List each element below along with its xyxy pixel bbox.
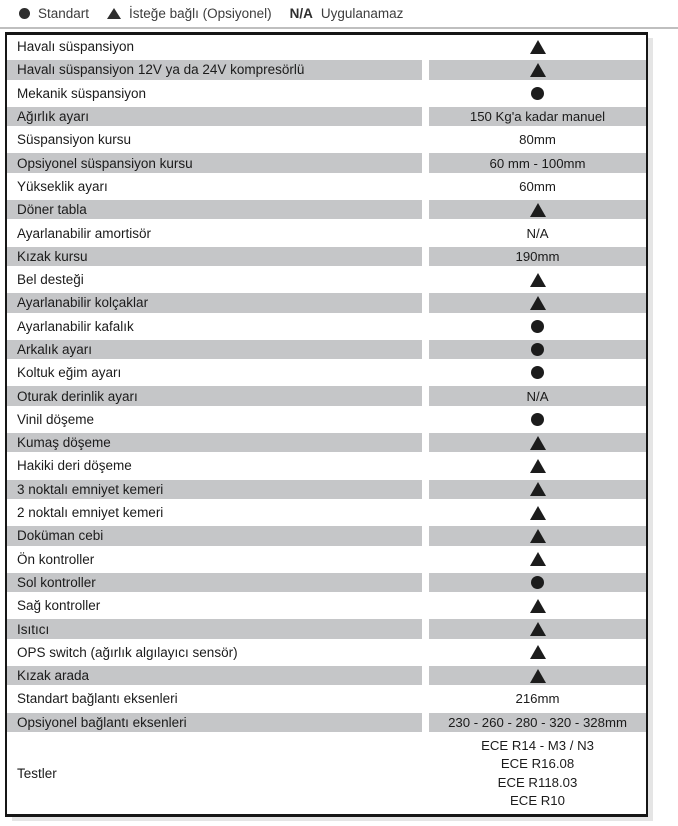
column-divider: [422, 548, 429, 571]
column-divider: [422, 198, 429, 221]
column-divider: [422, 105, 429, 128]
row-label: Sağ kontroller: [17, 598, 101, 614]
column-divider: [422, 431, 429, 454]
row-value: [429, 268, 646, 291]
table-row: [7, 454, 646, 477]
table-row: [7, 524, 646, 547]
column-divider: [422, 711, 429, 734]
row-value: 150 Kg'a kadar manuel: [429, 105, 646, 128]
column-divider: [422, 245, 429, 268]
row-label: Havalı süspansiyon 12V ya da 24V kompresörlü: [7, 58, 422, 81]
row-value: [429, 35, 646, 58]
column-divider: [422, 151, 429, 174]
optional-triangle-icon: [530, 506, 546, 520]
column-divider: [422, 221, 429, 244]
table-row: [7, 268, 646, 291]
test-standard-line: ECE R118.03: [497, 774, 578, 790]
table-row: [7, 361, 646, 384]
row-label: Ağırlık ayarı: [7, 105, 422, 128]
row-label: Ayarlanabilir kolçaklar: [7, 291, 422, 314]
row-value: N/A: [429, 384, 646, 407]
optional-triangle-icon: [530, 273, 546, 287]
table-row: [7, 338, 646, 361]
row-label: Yükseklik ayarı: [17, 178, 108, 194]
column-divider: [422, 315, 429, 338]
legend-optional-label: İsteğe bağlı (Opsiyonel): [129, 6, 272, 21]
row-value: [429, 548, 646, 571]
column-divider: [422, 35, 429, 58]
row-value: 60mm: [519, 178, 556, 194]
row-label: Bel desteği: [17, 272, 84, 288]
row-value: [429, 594, 646, 617]
standard-circle-icon: [531, 413, 544, 426]
row-value: [429, 361, 646, 384]
row-label: Süspansiyon kursu: [17, 132, 132, 148]
standard-circle-icon: [531, 366, 544, 379]
row-value: [429, 478, 646, 501]
row-value: 190mm: [429, 245, 646, 268]
row-label: Havalı süspansiyon: [17, 39, 135, 55]
row-label: Oturak derinlik ayarı: [7, 384, 422, 407]
row-label: Arkalık ayarı: [7, 338, 422, 361]
na-symbol: N/A: [289, 6, 313, 21]
column-divider: [422, 641, 429, 664]
standard-circle-icon: [531, 343, 544, 356]
legend-standard-label: Standart: [38, 6, 90, 21]
column-divider: [422, 128, 429, 151]
optional-triangle-icon: [530, 599, 546, 613]
row-value: [429, 664, 646, 687]
table-row: [7, 501, 646, 524]
column-divider: [422, 268, 429, 291]
row-value: [429, 408, 646, 431]
row-value: [429, 291, 646, 314]
row-value: [429, 58, 646, 81]
column-divider: [422, 384, 429, 407]
row-value: [429, 641, 646, 664]
row-value: [429, 338, 646, 361]
legend-item-optional: [107, 6, 272, 21]
table-row: [7, 58, 646, 81]
standard-circle-icon: [19, 8, 30, 19]
table-row: [7, 431, 646, 454]
table-row: [7, 105, 646, 128]
row-value: 230 - 260 - 280 - 320 - 328mm: [429, 711, 646, 734]
table-row: [7, 175, 646, 198]
standard-circle-icon: [531, 320, 544, 333]
optional-triangle-icon: [530, 203, 546, 217]
table-row: [7, 151, 646, 174]
legend: [0, 0, 678, 27]
column-divider: [422, 594, 429, 617]
standard-circle-icon: [531, 87, 544, 100]
optional-triangle-icon: [530, 622, 546, 636]
row-value: 80mm: [519, 132, 556, 148]
row-value: [429, 198, 646, 221]
table-row: [7, 82, 646, 105]
optional-triangle-icon: [530, 482, 546, 496]
row-value: N/A: [526, 225, 549, 241]
row-label: Kızak kursu: [7, 245, 422, 268]
optional-triangle-icon: [530, 529, 546, 543]
column-divider: [422, 82, 429, 105]
optional-triangle-icon: [530, 436, 546, 450]
row-label: Koltuk eğim ayarı: [17, 365, 122, 381]
table-row: [7, 478, 646, 501]
row-label: 2 noktalı emniyet kemeri: [17, 505, 164, 521]
optional-triangle-icon: [530, 645, 546, 659]
row-label: Ayarlanabilir kafalık: [17, 318, 134, 334]
row-label: Hakiki deri döşeme: [17, 458, 132, 474]
table-row: [7, 617, 646, 640]
optional-triangle-icon: [530, 63, 546, 77]
column-divider: [422, 524, 429, 547]
row-label: Opsiyonel süspansiyon kursu: [7, 151, 422, 174]
row-value: [429, 524, 646, 547]
table-row: [7, 687, 646, 710]
row-label: Opsiyonel bağlantı eksenleri: [7, 711, 422, 734]
row-value: [429, 734, 646, 814]
column-divider: [422, 664, 429, 687]
row-label: Kızak arada: [7, 664, 422, 687]
table-row: [7, 245, 646, 268]
table-row: [7, 221, 646, 244]
column-divider: [422, 571, 429, 594]
row-value: [429, 82, 646, 105]
column-divider: [422, 617, 429, 640]
table-row: [7, 408, 646, 431]
table-row: [7, 198, 646, 221]
row-label: Mekanik süspansiyon: [17, 85, 147, 101]
table-row: [7, 128, 646, 151]
row-value: [429, 501, 646, 524]
row-label: Doküman cebi: [7, 524, 422, 547]
table-row: [7, 384, 646, 407]
row-value: [429, 454, 646, 477]
legend-divider: [0, 27, 678, 29]
row-label: Standart bağlantı eksenleri: [17, 691, 178, 707]
optional-triangle-icon: [107, 8, 121, 19]
table-row: [7, 548, 646, 571]
table-row: [7, 711, 646, 734]
row-label: Döner tabla: [7, 198, 422, 221]
table-row: [7, 734, 646, 814]
row-label: Ön kontroller: [17, 551, 95, 567]
column-divider: [422, 478, 429, 501]
row-value: [429, 431, 646, 454]
row-label: Kumaş döşeme: [7, 431, 422, 454]
legend-item-na: [290, 6, 404, 21]
row-label: Ayarlanabilir amortisör: [17, 225, 152, 241]
legend-na-label: Uygulanamaz: [320, 6, 404, 21]
column-divider: [422, 408, 429, 431]
table-row: [7, 571, 646, 594]
table-row: [7, 291, 646, 314]
optional-triangle-icon: [530, 459, 546, 473]
legend-item-standard: [19, 6, 89, 21]
row-value: [429, 617, 646, 640]
table-row: [7, 594, 646, 617]
column-divider: [422, 501, 429, 524]
column-divider: [422, 454, 429, 477]
column-divider: [422, 361, 429, 384]
row-label: Sol kontroller: [7, 571, 422, 594]
column-divider: [422, 338, 429, 361]
optional-triangle-icon: [530, 296, 546, 310]
spec-table: [5, 32, 648, 817]
column-divider: [422, 734, 429, 814]
row-value: [429, 315, 646, 338]
test-standard-line: ECE R10: [510, 793, 565, 809]
column-divider: [422, 291, 429, 314]
row-value: 60 mm - 100mm: [429, 151, 646, 174]
column-divider: [422, 175, 429, 198]
row-label: Testler: [17, 766, 57, 782]
row-label: 3 noktalı emniyet kemeri: [7, 478, 422, 501]
table-row: [7, 641, 646, 664]
column-divider: [422, 58, 429, 81]
table-row: [7, 35, 646, 58]
table-row: [7, 315, 646, 338]
row-value: 216mm: [515, 691, 560, 707]
test-standard-line: ECE R16.08: [500, 756, 575, 772]
optional-triangle-icon: [530, 669, 546, 683]
row-label: OPS switch (ağırlık algılayıcı sensör): [17, 644, 238, 660]
optional-triangle-icon: [530, 40, 546, 54]
column-divider: [422, 687, 429, 710]
table-row: [7, 664, 646, 687]
row-value: [429, 571, 646, 594]
standard-circle-icon: [531, 576, 544, 589]
row-label: Vinil döşeme: [17, 411, 95, 427]
optional-triangle-icon: [530, 552, 546, 566]
row-label: Isıtıcı: [7, 617, 422, 640]
test-standard-line: ECE R14 - M3 / N3: [481, 737, 594, 753]
